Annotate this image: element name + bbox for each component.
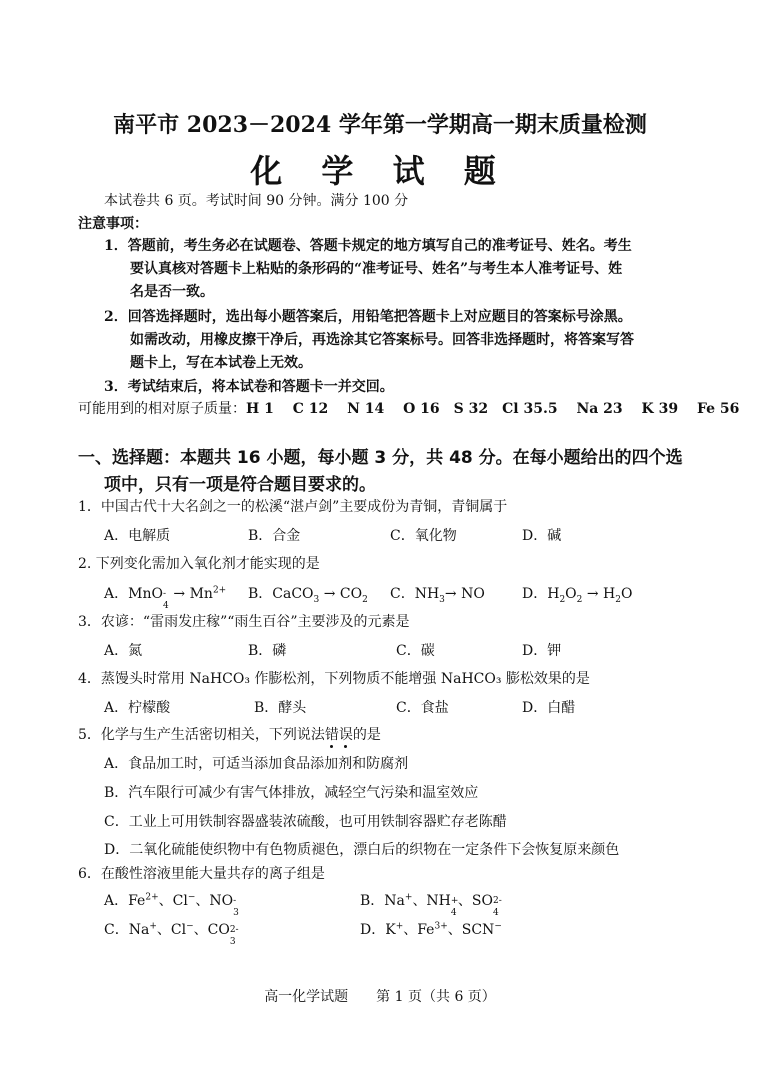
atomic-masses-values: H 1 C 12 N 14 O 16 S 32 Cl 35.5 Na 23 K 39 Fe 56 bbox=[246, 401, 740, 417]
q5-option-c: C．工业上可用铁制容器盛装浓硫酸，也可用铁制容器贮存老陈醋 bbox=[104, 814, 507, 830]
q1-option-c: C．氧化物 bbox=[390, 528, 457, 544]
q1-option-d: D．碱 bbox=[522, 528, 562, 544]
q2-option-c: C．$NH_3\to$ NO bbox=[390, 586, 485, 605]
notice-item-3: 3．考试结束后，将本试卷和答题卡一并交回。 bbox=[104, 379, 394, 395]
q1-option-a: A．电解质 bbox=[104, 528, 171, 544]
notice-item-1-cont2: 名是否一致。 bbox=[130, 284, 214, 300]
question-1-stem: 1．中国古代十大名剑之一的松溪“湛卢剑”主要成份为青铜，青铜属于 bbox=[78, 499, 508, 515]
atomic-masses-label: 可能用到的相对原子质量： bbox=[78, 401, 246, 417]
notice-item-2-cont: 如需改动，用橡皮擦干净后，再选涂其它答案标号。回答非选择题时，将答案写答 bbox=[130, 332, 634, 348]
exam-title: 南平市 2023－2024 学年第一学期高一期末质量检测 bbox=[113, 112, 647, 138]
q3-option-a: A．氮 bbox=[104, 643, 143, 659]
q6-option-a: A．$Fe^{2+}$、Cl−、NO - 3 bbox=[104, 892, 239, 918]
atomic-masses bbox=[78, 398, 739, 418]
question-2-stem: 2. 下列变化需加入氧化剂才能实现的是 bbox=[78, 556, 320, 572]
q1-option-b: B．合金 bbox=[248, 528, 301, 544]
q4-option-a: A．柠檬酸 bbox=[104, 700, 171, 716]
question-5-stem bbox=[78, 724, 381, 744]
q3-option-c: C．碳 bbox=[396, 643, 435, 659]
q6-option-b: B．Na+、NH + 4 、SO 2- 4 bbox=[360, 892, 502, 918]
notice-item-2-cont2: 题卡上，写在本试卷上无效。 bbox=[130, 355, 312, 371]
q3-option-d: D．钾 bbox=[522, 643, 562, 659]
q5-emphasis-1: 错 bbox=[324, 727, 339, 743]
q4-option-b: B．酵头 bbox=[254, 700, 307, 716]
q3-option-b: B．磷 bbox=[248, 643, 287, 659]
notice-item-1-cont: 要认真核对答题卡上粘贴的条形码的“准考证号、姓名”与考生本人准考证号、姓 bbox=[130, 261, 623, 277]
question-6-stem: 6．在酸性溶液里能大量共存的离子组是 bbox=[78, 866, 325, 882]
subject-title: 化 学 试 题 bbox=[250, 152, 510, 190]
q5-option-a: A．食品加工时，可适当添加食品添加剂和防腐剂 bbox=[104, 756, 409, 772]
q2-option-a: A．MnO - 4 → $Mn^{2+}$ bbox=[104, 585, 227, 611]
q4-option-c: C．食盐 bbox=[396, 700, 449, 716]
question-4-stem: 4．蒸馒头时常用 NaHCO₃ 作膨松剂，下列物质不能增强 NaHCO₃ 膨松效果的是 bbox=[78, 671, 590, 687]
q5-option-d: D．二氧化硫能使织物中有色物质褪色，漂白后的织物在一定条件下会恢复原来颜色 bbox=[104, 842, 620, 858]
section-heading: 一、选择题：本题共 16 小题，每小题 3 分，共 48 分。在每小题给出的四个选 bbox=[78, 448, 683, 468]
question-3-stem: 3．农谚：“雷雨发庄稼”“雨生百谷”主要涉及的元素是 bbox=[78, 614, 410, 630]
q5-stem-post: 的是 bbox=[352, 727, 381, 743]
page-footer: 高一化学试题 第 1 页（共 6 页） bbox=[264, 989, 496, 1005]
q5-emphasis-2: 误 bbox=[338, 727, 353, 743]
q6-option-c: C．Na+、Cl−、CO 2- 3 bbox=[104, 921, 239, 947]
q2-option-b: B．CaCO$_3$ → $CO_2$ bbox=[248, 586, 368, 605]
q4-option-d: D．白醋 bbox=[522, 700, 576, 716]
notice-heading: 注意事项： bbox=[78, 216, 148, 232]
notice-item-1: 1．答题前，考生务必在试题卷、答题卡规定的地方填写自己的准考证号、姓名。考生 bbox=[104, 238, 632, 254]
section-heading-cont: 项中，只有一项是符合题目要求的。 bbox=[104, 475, 376, 495]
q5-option-b: B．汽车限行可减少有害气体排放，减轻空气污染和温室效应 bbox=[104, 785, 479, 801]
q5-stem-pre: 5．化学与生产生活密切相关，下列说法 bbox=[78, 727, 325, 743]
q2-option-d: D．$H_2O_2 \to H_2O$ bbox=[522, 586, 633, 605]
q6-option-d: D．K+、$Fe^{3+}$、SCN− bbox=[360, 921, 502, 938]
exam-intro: 本试卷共 6 页。考试时间 90 分钟。满分 100 分 bbox=[104, 193, 409, 209]
notice-item-2: 2．回答选择题时，选出每小题答案后，用铅笔把答题卡上对应题目的答案标号涂黑。 bbox=[104, 309, 632, 325]
